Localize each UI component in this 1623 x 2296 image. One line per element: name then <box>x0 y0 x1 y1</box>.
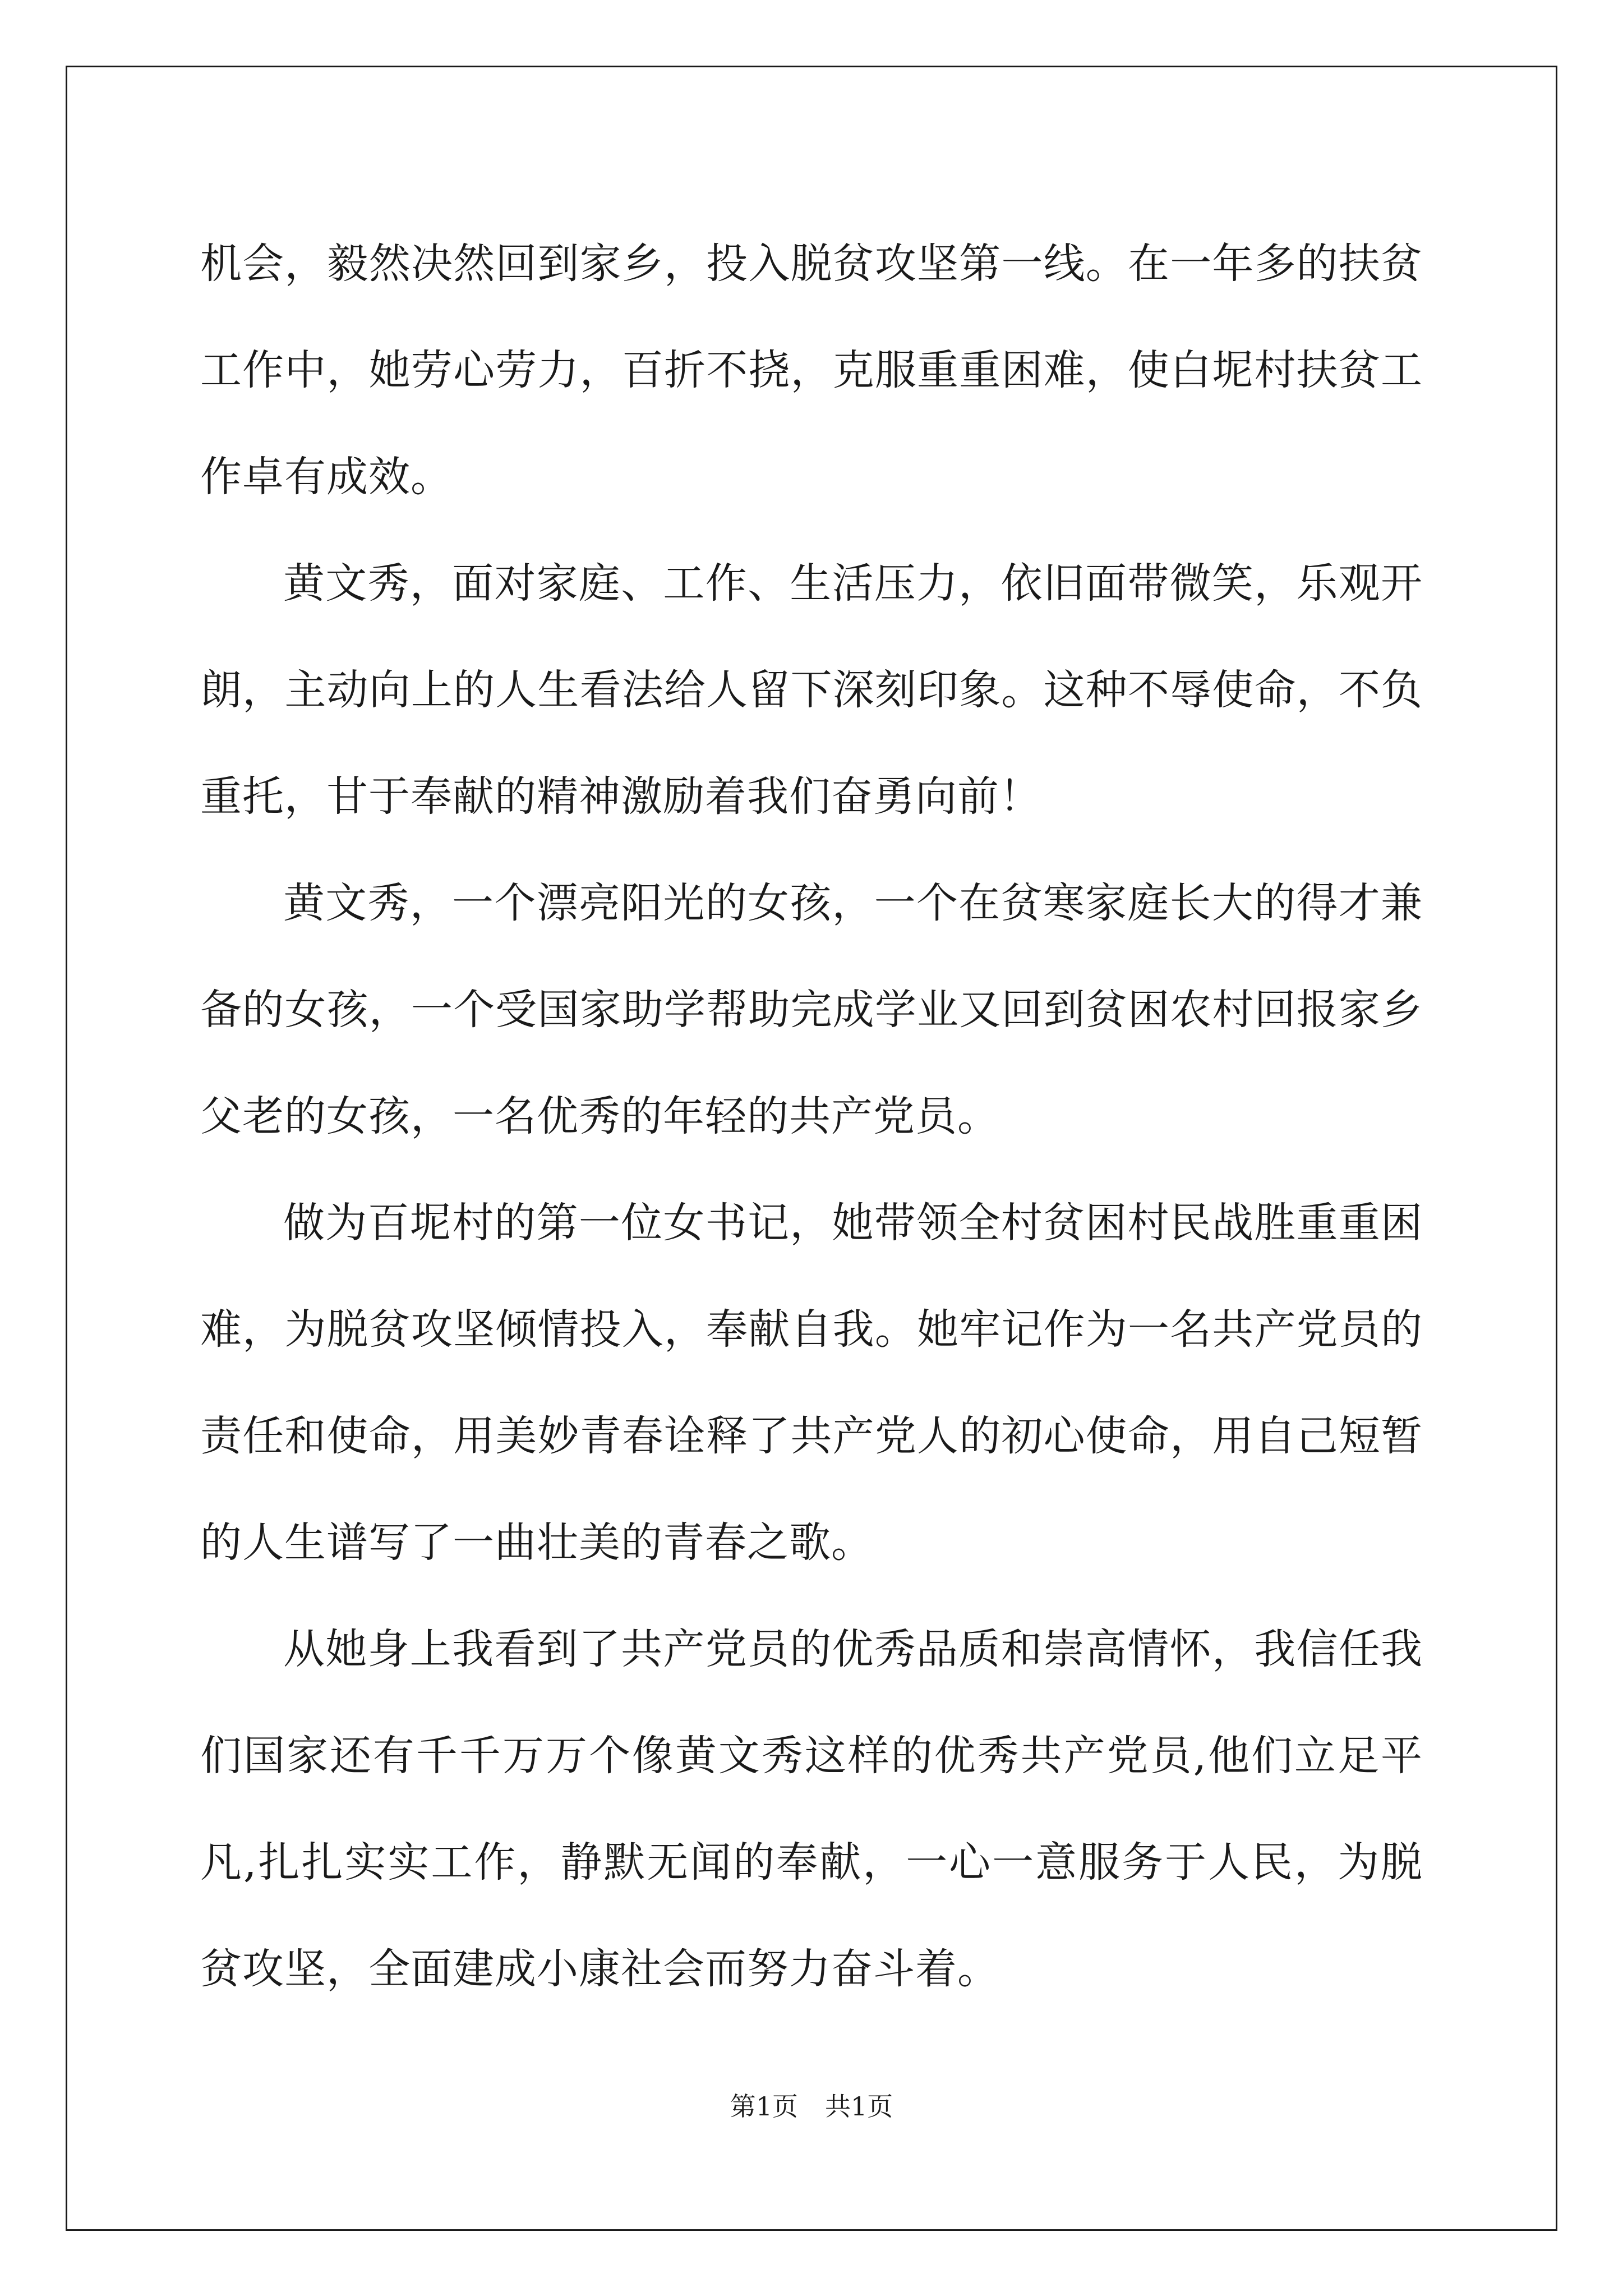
page-footer <box>0 2090 1623 2123</box>
page-number-current: 第1页 <box>730 2091 798 2122</box>
paragraph: 从她身上我看到了共产党员的优秀品质和崇高情怀，我信任我们国家还有千千万万个像黄文秀这样的优秀共产党员,他们立足平凡,扎扎实实工作，静默无闻的奉献，一心一意服务于人民，为脱贫攻坚，全面建成小康社会而努力奋斗着。 <box>200 1625 1423 1993</box>
page-number-total: 共1页 <box>825 2091 893 2122</box>
document-body <box>200 210 1423 2022</box>
paragraph: 黄文秀，一个漂亮阳光的女孩，一个在贫寒家庭长大的得才兼备的女孩，一个受国家助学帮助完成学业又回到贫困农村回报家乡父老的女孩，一名优秀的年轻的共产党员。 <box>200 879 1423 1140</box>
paragraph: 机会，毅然决然回到家乡，投入脱贫攻坚第一线。在一年多的扶贫工作中，她劳心劳力，百折不挠，克服重重困难，使白坭村扶贫工作卓有成效。 <box>200 240 1423 501</box>
paragraph: 黄文秀，面对家庭、工作、生活压力，依旧面带微笑，乐观开朗，主动向上的人生看法给人留下深刻印象。这种不辱使命，不负重托，甘于奉献的精神激励着我们奋勇向前！ <box>200 559 1423 821</box>
paragraph: 做为百坭村的第一位女书记，她带领全村贫困村民战胜重重困难，为脱贫攻坚倾情投入，奉献自我。她牢记作为一名共产党员的责任和使命，用美妙青春诠释了共产党人的初心使命，用自己短暂的人生谱写了一曲壮美的青春之歌。 <box>200 1199 1423 1567</box>
